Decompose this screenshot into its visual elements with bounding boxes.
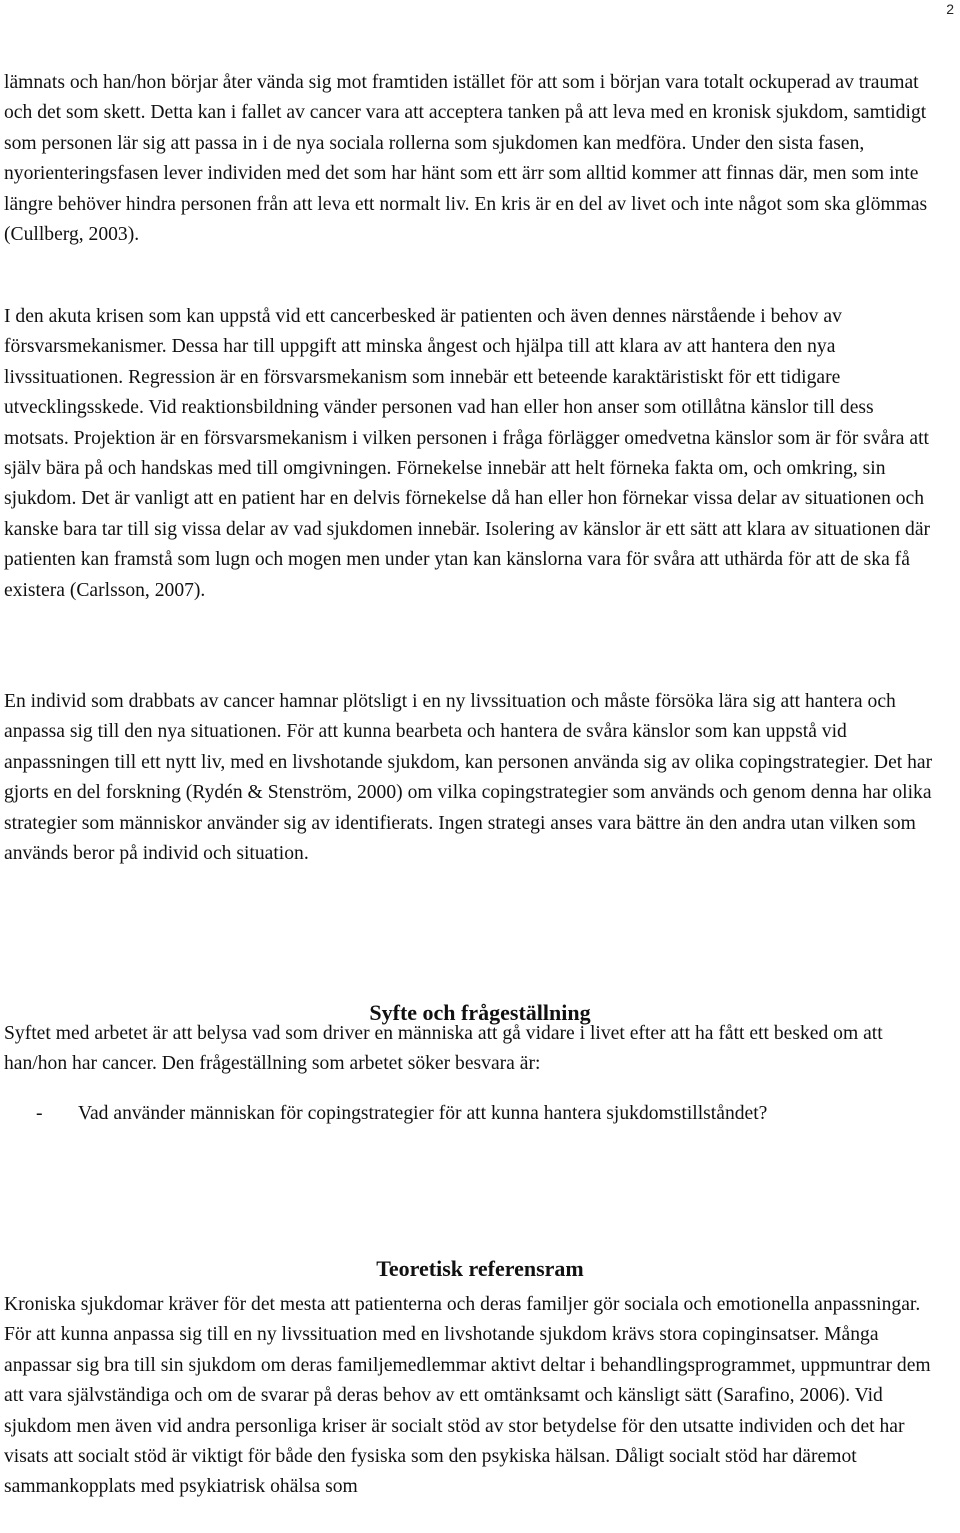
paragraph-coping-strategies: En individ som drabbats av cancer hamnar plötsligt i en ny livssituation och måste försöka lära sig att hantera och anpassa sig till den nya situationen. För att kunna bearbeta och hantera de svåra känslor som kan uppstå vid anpassningen till ett nytt liv, med en livshotande sjukdom, kan personen använda sig av olika copingstrategier. Det har gjorts en del forskning (Rydén & Stenström, 2000) om vilka copingstrategier som används och genom denna har olika strategier som människor använder sig av identifierats. Ingen strategi anses vara bättre än den andra utan vilken som används beror på individ och situation.: [4, 691, 933, 865]
heading-teoretisk-referensram: Teoretisk referensram: [376, 1256, 584, 1282]
paragraph-defense-mechanisms: I den akuta krisen som kan uppstå vid ett cancerbesked är patienten och även dennes närstående i behov av försvarsmekanismer. Dessa har till uppgift att minska ångest och hjälpa till att klara av att hantera den nya livssituationen. Regression är en försvarsmekanism som innebär ett beteende karaktäristiskt för ett tidigare utvecklingsskede. Vid reaktionsbildning vänder personen vad han eller hon anser som otillåtna känslor till dess motsats. Projektion är en försvarsmekanism i vilken personen i fråga förlägger omedvetna känslor som är för svåra att själv bära på och handskas med till omgivningen. Förnekelse innebär att helt förneka fakta om, och omkring, sin sjukdom. Det är vanligt att en patient har en delvis förnekelse då han eller hon förnekar vissa delar av situationen och kanske bara tar till sig vissa delar av vad sjukdomen innebär. Isolering av känslor är ett sätt att klara av situationen där patienten kan framstå som lugn och mogen men under ytan kan känslorna vara för svåra att uthärda för att de ska få existera (Carlsson, 2007).: [4, 306, 931, 601]
paragraph-syfte: Syftet med arbetet är att belysa vad som driver en människa att gå vidare i livet efter att ha fått ett besked om att han/hon har cancer. Den frågeställning som arbetet söker besvara är:: [4, 1023, 883, 1075]
page-number: 2: [946, 1, 954, 17]
paragraph-crisis-phases: lämnats och han/hon börjar åter vända sig mot framtiden istället för att som i början vara totalt ockuperad av traumat och det som skett. Detta kan i fallet av cancer vara att acceptera tanken på att leva med en kronisk sjukdom, samtidigt som personen lär sig att passa in i de nya sociala rollerna som sjukdomen kan medföra. Under den sista fasen, nyorienteringsfasen lever individen med det som har hänt som ett ärr som alltid kommer att finnas där, men som inte längre behöver hindra personen från att leva ett normalt liv. En kris är en del av livet och inte något som ska glömmas (Cullberg, 2003).: [4, 72, 928, 246]
list-dash-marker: -: [36, 1103, 43, 1124]
research-question-list: [4, 1099, 942, 1129]
research-question: [4, 1099, 942, 1129]
heading-syfte: Syfte och frågeställning: [369, 1000, 591, 1026]
research-question-text: Vad använder människan för copingstrategier för att kunna hantera sjukdomstillståndet?: [78, 1103, 768, 1124]
paragraph-teoretisk-referensram: Kroniska sjukdomar kräver för det mesta att patienterna och deras familjer gör sociala och emotionella anpassningar. För att kunna anpassa sig till en ny livssituation med en livshotande sjukdom krävs stora copinginsatser. Många anpassar sig bra till sin sjukdom om deras familjemedlemmar aktivt deltar i behandlingsprogrammet, uppmuntrar dem att vara självständiga och om de svarar på deras behov av ett omtänksamt och känsligt sätt (Sarafino, 2006). Vid sjukdom men även vid andra personliga kriser är socialt stöd av stor betydelse för den utsatte individen och det har visats att socialt stöd är viktigt för både den fysiska som den psykiska hälsan. Dåligt socialt stöd har däremot sammankopplats med psykiatrisk ohälsa som: [4, 1294, 931, 1498]
